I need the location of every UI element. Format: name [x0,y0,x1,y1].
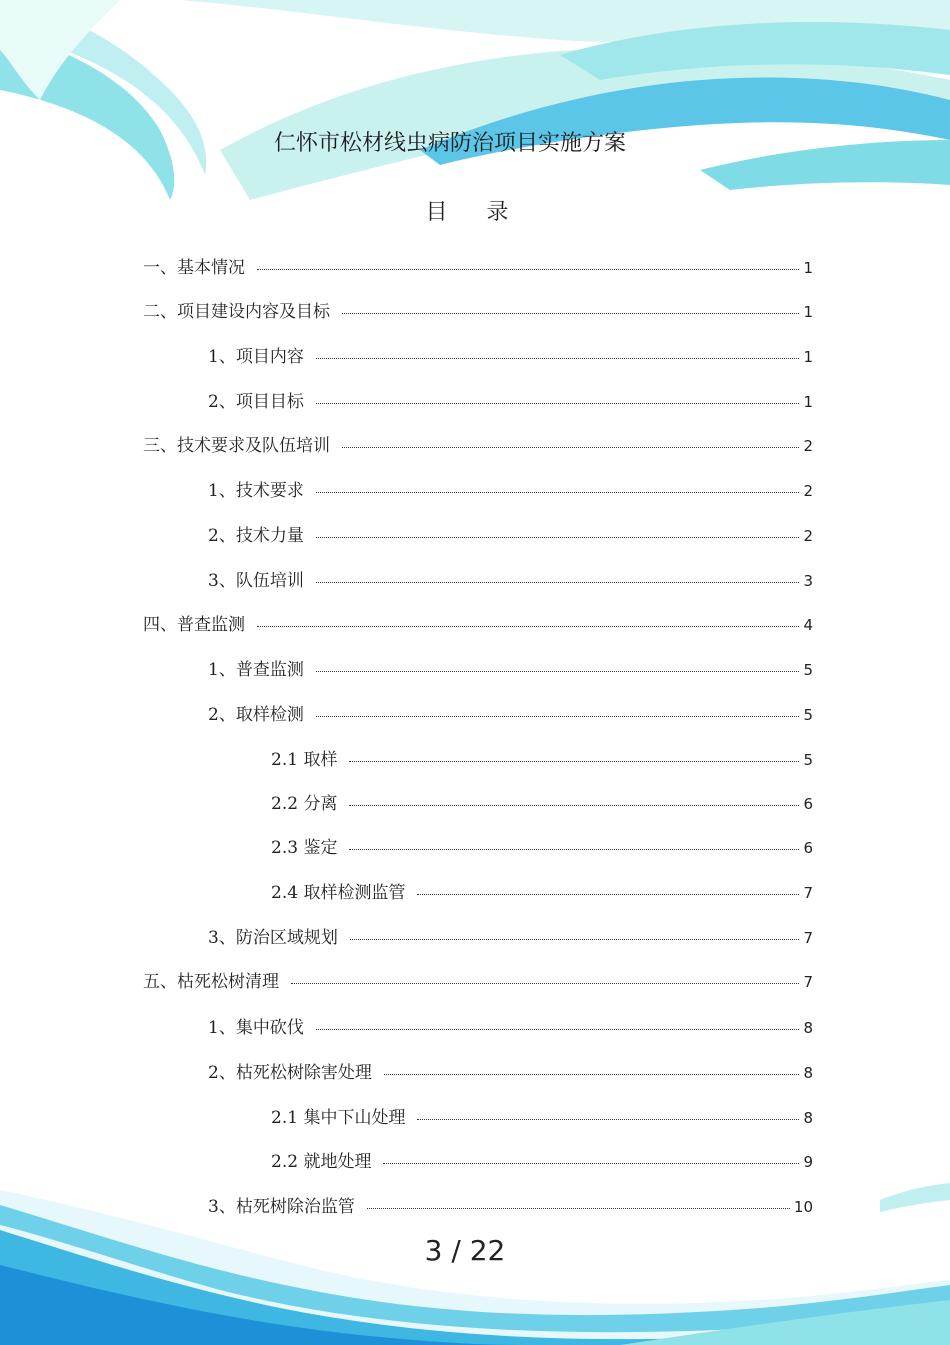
toc-entry-page: 7 [803,973,813,991]
toc-entry[interactable] [208,923,813,947]
toc-entry-label: 2、枯死松树除害处理 [208,1063,372,1083]
toc-entry-label: 2.4 取样检测监管 [271,883,406,903]
toc-entry-label: 五、枯死松树清理 [143,972,279,992]
toc-leader-dots [367,1208,790,1209]
toc-leader-dots [342,447,799,448]
toc-entry[interactable] [208,700,813,724]
toc-entry-page: 6 [803,839,813,857]
toc-entry-label: 1、项目内容 [208,347,304,367]
toc-leader-dots [316,582,799,583]
toc-entry-page: 1 [803,303,813,321]
toc-leader-dots [316,403,799,404]
toc-leader-dots [417,1119,799,1120]
toc-entry-label: 2.3 鉴定 [271,838,338,858]
toc-entry-page: 8 [803,1019,813,1037]
toc-leader-dots [316,358,799,359]
toc-entry[interactable] [208,566,813,590]
toc-entry-label: 2、技术力量 [208,526,304,546]
toc-entry[interactable] [208,1058,813,1082]
toc-entry-page: 4 [803,616,813,634]
toc-entry-label: 1、集中砍伐 [208,1018,304,1038]
toc-leader-dots [316,492,799,493]
toc-entry-page: 2 [803,482,813,500]
toc-entry[interactable] [271,1147,813,1171]
page-title: 仁怀市松材线虫病防治项目实施方案 [273,131,626,156]
toc-entry-label: 3、防治区域规划 [208,928,338,948]
toc-entry[interactable] [208,387,813,411]
toc-entry-page: 3 [803,572,813,590]
toc-entry-label: 2.2 就地处理 [271,1152,372,1172]
toc-entry-page: 1 [803,348,813,366]
toc-entry-page: 7 [803,884,813,902]
toc-leader-dots [316,671,799,672]
toc-leader-dots [349,761,799,762]
toc-entry-label: 1、技术要求 [208,481,304,501]
toc-entry-page: 2 [803,527,813,545]
toc-entry-label: 1、普查监测 [208,660,304,680]
toc-leader-dots [383,1163,799,1164]
toc-entry[interactable] [271,745,813,769]
toc-entry-page: 10 [793,1198,813,1216]
toc-entry-label: 2、取样检测 [208,705,304,725]
toc-entry-page: 8 [803,1109,813,1127]
toc-entry-page: 9 [803,1153,813,1171]
toc-entry-page: 2 [803,437,813,455]
toc-entry-label: 三、技术要求及队伍培训 [143,436,330,456]
toc-heading: 目 录 [425,200,525,225]
toc-entry-page: 5 [803,661,813,679]
toc-entry-page: 7 [803,929,813,947]
toc-leader-dots [291,983,799,984]
toc-leader-dots [384,1074,799,1075]
toc-entry[interactable] [271,833,813,857]
toc-entry[interactable] [208,655,813,679]
toc-entry-page: 8 [803,1064,813,1082]
toc-entry[interactable] [208,476,813,500]
toc-entry-label: 3、枯死树除治监管 [208,1197,355,1217]
page-number: 3 / 22 [424,1234,506,1267]
toc-entry-label: 二、项目建设内容及目标 [143,302,330,322]
toc-entry[interactable] [143,967,813,991]
toc-entry-page: 6 [803,795,813,813]
toc-entry[interactable] [143,431,813,455]
toc-entry[interactable] [208,1013,813,1037]
toc-entry-page: 1 [803,259,813,277]
toc-leader-dots [342,313,799,314]
toc-entry[interactable] [208,1192,813,1216]
toc-entry-page: 5 [803,751,813,769]
toc-entry-label: 2.1 取样 [271,750,338,770]
toc-leader-dots [350,939,799,940]
toc-entry-label: 2.1 集中下山处理 [271,1108,406,1128]
toc-entry-label: 2、项目目标 [208,392,304,412]
toc-leader-dots [349,849,799,850]
toc-entry[interactable] [271,789,813,813]
toc-entry[interactable] [143,253,813,277]
toc-leader-dots [349,805,799,806]
toc-leader-dots [316,1029,799,1030]
toc-leader-dots [316,716,799,717]
toc-entry-label: 2.2 分离 [271,794,338,814]
toc-leader-dots [257,269,799,270]
toc-entry[interactable] [143,297,813,321]
toc-entry[interactable] [143,610,813,634]
toc-entry-label: 四、普查监测 [143,615,245,635]
toc-entry-page: 1 [803,393,813,411]
toc-entry-page: 5 [803,706,813,724]
toc-leader-dots [417,894,799,895]
toc-entry-label: 3、队伍培训 [208,571,304,591]
toc-entry[interactable] [271,878,813,902]
toc-entry[interactable] [208,521,813,545]
toc-entry[interactable] [271,1103,813,1127]
toc-leader-dots [257,626,799,627]
toc-entry[interactable] [208,342,813,366]
toc-leader-dots [316,537,799,538]
toc-entry-label: 一、基本情况 [143,258,245,278]
